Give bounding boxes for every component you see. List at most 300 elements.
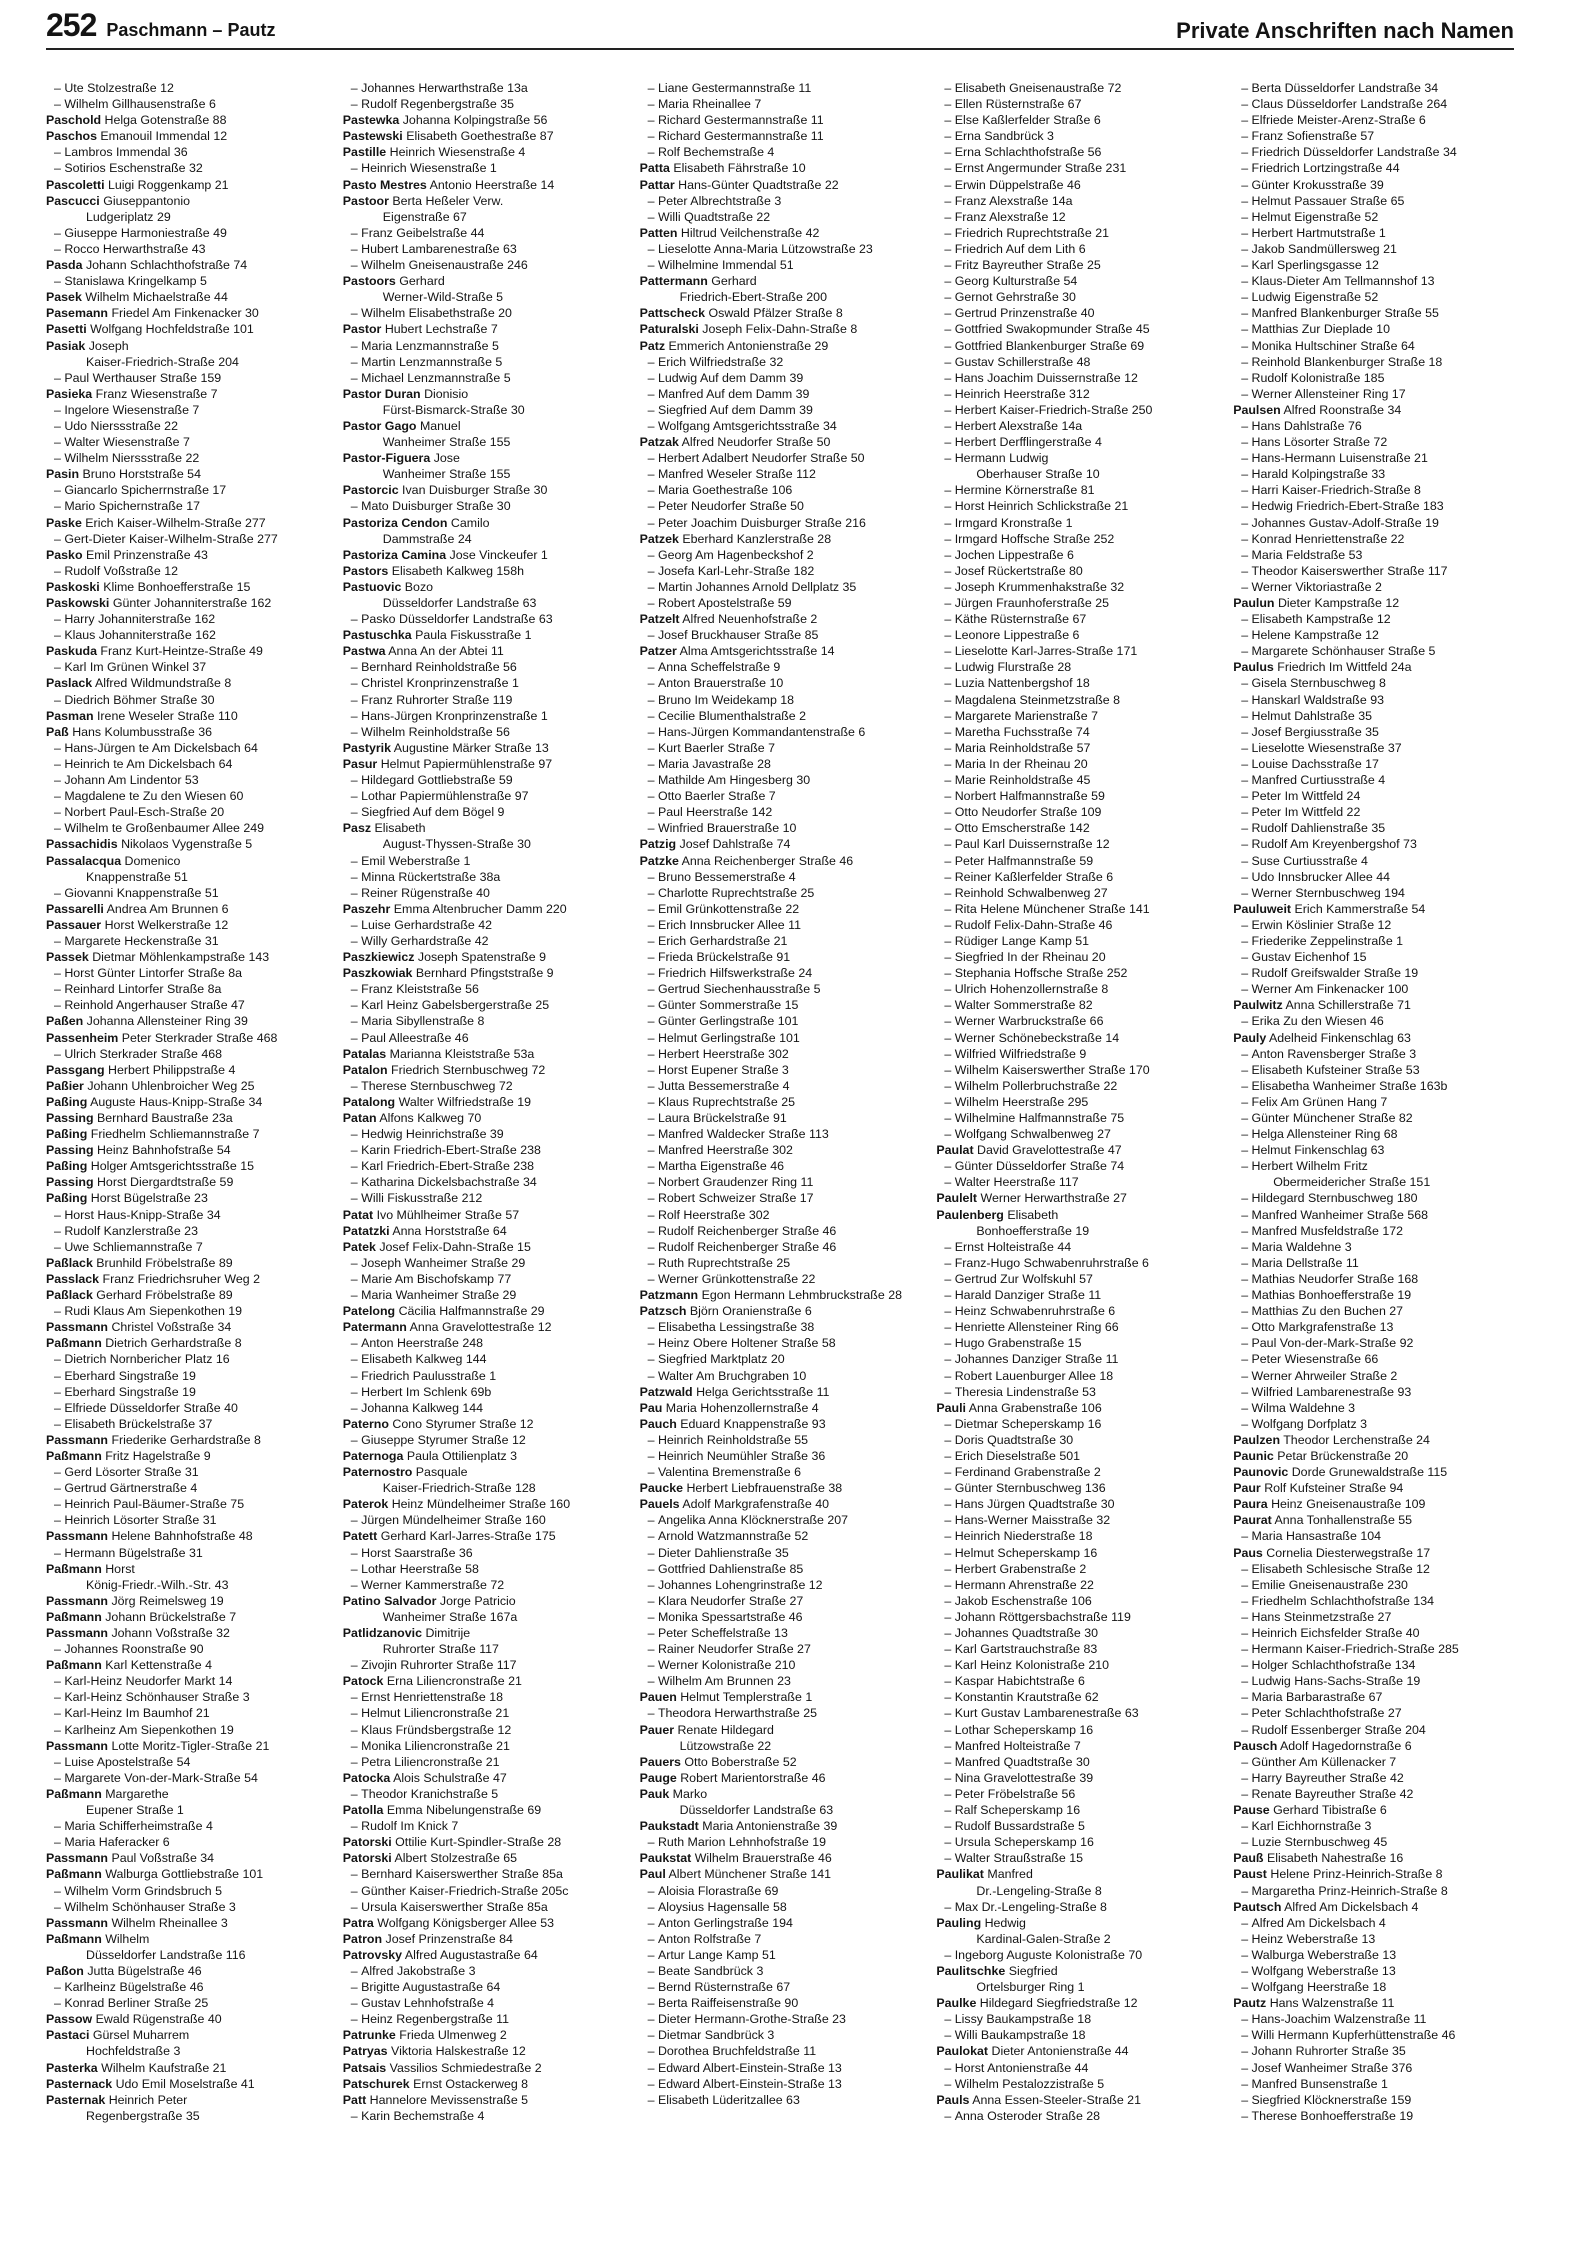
given-name-entry [640, 1528, 921, 1544]
entry-text: Ingeborg Auguste Kolonistraße 70 [954, 1947, 1143, 1962]
entry-text: Reinhard Lintorfer Straße 8a [64, 982, 222, 997]
entry-text: Rudolf Reichenberger Straße 46 [657, 1223, 837, 1238]
entry-text: Peter Halfmannstraße 59 [954, 853, 1094, 868]
entry-text: Dietrich Gerhardstraße 8 [105, 1336, 242, 1351]
entry-text: Karl Friedrich-Ebert-Straße 238 [361, 1159, 534, 1174]
given-name-entry [46, 997, 327, 1013]
entry-text: Ernst Holteistraße 44 [954, 1239, 1072, 1254]
given-name-entry [936, 965, 1217, 981]
given-name-entry [936, 772, 1217, 788]
entry-text: Franz Ruhrorter Straße 119 [361, 692, 513, 707]
page-number: 252 [46, 7, 97, 43]
entry-text: Paul Karl Duissernstraße 12 [954, 837, 1110, 852]
address-continuation [46, 1577, 327, 1593]
entry-text: Knappenstraße 51 [86, 869, 188, 884]
given-name-entry [640, 1545, 921, 1561]
surname-entry [46, 1271, 327, 1287]
surname: Paukstadt [639, 1819, 699, 1834]
given-name-entry [1233, 338, 1514, 354]
surname-entry [640, 305, 921, 321]
entry-text: Elisabeth Kufsteiner Straße 53 [1251, 1062, 1420, 1077]
entry-text: Reinhold Schwalbenweg 27 [954, 885, 1108, 900]
entry-text: Werner Sternbuschweg 194 [1251, 885, 1405, 900]
entry-text: Johannes Herwarthstraße 13a [361, 81, 528, 95]
entry-text: Wilhelm Reinholdstraße 56 [361, 724, 510, 739]
entry-text: Ursula Kaiserswerther Straße 85a [361, 1899, 548, 1914]
surname-entry [343, 273, 624, 289]
entry-text: Josef Wanheimer Straße 376 [1251, 2060, 1413, 2075]
given-name-entry [936, 515, 1217, 531]
entry-text: Maria Goethestraße 106 [657, 483, 793, 498]
entry-text: Helene Bahnhofstraße 48 [111, 1529, 253, 1544]
given-name-entry [46, 1239, 327, 1255]
surname: Pauen [639, 1690, 677, 1705]
surname: Patra [342, 1915, 374, 1930]
entry-text: Dietrich Nornbericher Platz 16 [64, 1352, 230, 1367]
given-name-entry [936, 627, 1217, 643]
given-name-entry [936, 997, 1217, 1013]
given-name-entry [640, 1963, 921, 1979]
entry-text: Maria Waldehne 3 [1251, 1239, 1352, 1254]
given-name-entry [936, 273, 1217, 289]
entry-text: Maria Hohenzollernstraße 4 [665, 1400, 819, 1415]
entry-text: Harald Kolpingstraße 33 [1251, 467, 1386, 482]
surname-entry [343, 1464, 624, 1480]
entry-text: Johannes Roonstraße 90 [64, 1642, 204, 1657]
entry-text: Manfred Weseler Straße 112 [657, 467, 816, 482]
entry-text: Erich Gerhardstraße 21 [657, 933, 788, 948]
directory-columns [46, 80, 1514, 2230]
given-name-entry [640, 1464, 921, 1480]
entry-text: Ernst Ostackerweg 8 [413, 2076, 529, 2091]
given-name-entry [1233, 1722, 1514, 1738]
given-name-entry [343, 1754, 624, 1770]
given-name-entry [640, 965, 921, 981]
surname: Pastewski [342, 129, 403, 144]
entry-text: Lothar Heerstraße 58 [361, 1561, 479, 1576]
surname-entry [343, 1223, 624, 1239]
surname-entry [1233, 1496, 1514, 1512]
entry-text: Herbert Wilhelm Fritz [1251, 1159, 1368, 1174]
entry-text: Hiltrud Veilchenstraße 42 [680, 225, 820, 240]
entry-text: Gertrud Gärtnerstraße 4 [64, 1481, 198, 1496]
entry-text: August-Thyssen-Straße 30 [382, 837, 531, 852]
given-name-entry [1233, 1190, 1514, 1206]
entry-text: Lotte Moritz-Tigler-Straße 21 [111, 1738, 270, 1753]
given-name-entry [1233, 1126, 1514, 1142]
entry-text: Frieda Ulmenweg 2 [399, 2028, 507, 2043]
entry-text: Herbert Adalbert Neudorfer Straße 50 [657, 451, 865, 466]
given-name-entry [46, 885, 327, 901]
entry-text: Düsseldorfer Landstraße 63 [679, 1803, 834, 1818]
entry-text: Rolf Kufsteiner Straße 94 [1264, 1481, 1404, 1496]
surname: Patta [639, 161, 670, 176]
given-name-entry [640, 547, 921, 563]
entry-text: Johanna Kalkweg 144 [361, 1400, 484, 1415]
entry-text: Werner Allensteiner Ring 17 [1251, 386, 1406, 401]
given-name-entry [46, 1673, 327, 1689]
entry-text: Rudi Klaus Am Siepenkothen 19 [64, 1304, 243, 1319]
surname-entry [46, 1013, 327, 1029]
surname: Patrovsky [342, 1947, 403, 1962]
given-name-entry [343, 1126, 624, 1142]
surname: Paßing [46, 1159, 88, 1174]
surname-entry [343, 112, 624, 128]
entry-text: Johann Ruhrorter Straße 35 [1251, 2044, 1406, 2059]
given-name-entry [640, 804, 921, 820]
entry-text: Wilhelm Heerstraße 295 [954, 1094, 1089, 1109]
entry-text: Elisabeth Goethestraße 87 [406, 129, 554, 144]
given-name-entry [1233, 853, 1514, 869]
surname: Pasiak [46, 338, 86, 353]
given-name-entry [640, 772, 921, 788]
entry-text: Anna Schillerstraße 71 [1285, 998, 1411, 1013]
entry-text: Viktoria Halskestraße 12 [391, 2044, 526, 2059]
entry-text: Eberhard Singstraße 19 [64, 1384, 196, 1399]
entry-text: Elisabeth Schlesische Straße 12 [1251, 1561, 1430, 1576]
entry-text: Manfred Heerstraße 302 [657, 1143, 793, 1158]
surname: Paus [1233, 1545, 1263, 1560]
given-name-entry [640, 997, 921, 1013]
given-name-entry [936, 853, 1217, 869]
surname-entry [46, 1915, 327, 1931]
entry-text: Jürgen Fraunhoferstraße 25 [954, 596, 1110, 610]
surname-entry [46, 112, 327, 128]
given-name-entry [1233, 289, 1514, 305]
entry-text: Siegfried Auf dem Bögel 9 [361, 805, 505, 820]
given-name-entry [936, 305, 1217, 321]
surname-entry [46, 2027, 327, 2043]
surname-entry [640, 1287, 921, 1303]
entry-text: Cecilie Blumenthalstraße 2 [657, 708, 807, 723]
entry-text: Stephania Hoffsche Straße 252 [954, 966, 1128, 981]
surname-entry [343, 1593, 624, 1609]
surname-entry [1233, 1866, 1514, 1882]
given-name-entry [936, 949, 1217, 965]
entry-text: Hildegard Sternbuschweg 180 [1251, 1191, 1418, 1206]
given-name-entry [936, 659, 1217, 675]
given-name-entry [936, 1271, 1217, 1287]
entry-text: Heinrich Neumühler Straße 36 [657, 1448, 826, 1463]
entry-text: Düsseldorfer Landstraße 116 [86, 1947, 246, 1962]
surname: Paulwitz [1233, 998, 1283, 1013]
entry-text: Diedrich Böhmer Straße 30 [64, 692, 215, 707]
entry-text: Peter Wiesenstraße 66 [1251, 1352, 1379, 1367]
given-name-entry [936, 1013, 1217, 1029]
surname: Patzig [639, 837, 677, 852]
entry-text: Maria Javastraße 28 [657, 756, 771, 771]
entry-text: Herbert Im Schlenk 69b [361, 1384, 492, 1399]
given-name-entry [936, 1754, 1217, 1770]
entry-text: Werner Kolonistraße 210 [657, 1658, 796, 1673]
entry-text: Peter Im Wittfeld 24 [1251, 789, 1361, 804]
given-name-entry [1233, 949, 1514, 965]
surname: Patzmann [639, 1288, 699, 1303]
entry-text: Luise Gerhardstraße 42 [361, 917, 492, 932]
address-continuation [46, 209, 327, 225]
entry-text: Maria Hansastraße 104 [1251, 1529, 1382, 1544]
given-name-entry [936, 1030, 1217, 1046]
surname: Passmann [46, 1738, 108, 1753]
address-continuation [343, 466, 624, 482]
surname: Pastor-Figuera [342, 451, 431, 466]
surname: Pastor Duran [342, 386, 421, 401]
given-name-entry [343, 1963, 624, 1979]
given-name-entry [936, 611, 1217, 627]
given-name-entry [46, 1705, 327, 1721]
entry-text: Karl-Heinz Im Baumhof 21 [64, 1706, 210, 1721]
given-name-entry [1233, 1384, 1514, 1400]
entry-text: Eberhard Kanzlerstraße 28 [682, 531, 832, 546]
given-name-entry [343, 1142, 624, 1158]
surname: Paulitschke [936, 1963, 1006, 1978]
entry-text: Rudolf Bussardstraße 5 [954, 1819, 1085, 1834]
entry-text: Johann Uhlenbroicher Weg 25 [87, 1078, 255, 1093]
given-name-entry [343, 96, 624, 112]
entry-text: Franz-Hugo Schwabenruhrstraße 6 [954, 1255, 1149, 1270]
given-name-entry [343, 1335, 624, 1351]
surname: Passalacqua [46, 853, 122, 868]
surname-entry [1233, 997, 1514, 1013]
entry-text: Paul Voßstraße 34 [111, 1851, 215, 1866]
surname: Paterno [342, 1416, 389, 1431]
surname-entry [1233, 1480, 1514, 1496]
entry-text: Rudolf Reichenberger Straße 46 [657, 1239, 837, 1254]
given-name-entry [46, 804, 327, 820]
entry-text: Fritz Bayreuther Straße 25 [954, 258, 1101, 273]
surname-entry [343, 1207, 624, 1223]
given-name-entry [640, 1319, 921, 1335]
entry-text: Hermann Ludwig [954, 451, 1049, 466]
surname-entry [343, 756, 624, 772]
surname-entry [936, 1866, 1217, 1882]
entry-text: Antonio Heerstraße 14 [429, 177, 555, 192]
entry-text: Joseph Felix-Dahn-Straße 8 [702, 322, 858, 337]
address-continuation [640, 1802, 921, 1818]
surname: Paßmann [46, 1658, 102, 1673]
given-name-entry [46, 1384, 327, 1400]
entry-text: Werner-Wild-Straße 5 [382, 290, 504, 305]
entry-text: Konrad Berliner Straße 25 [64, 1996, 209, 2011]
entry-text: Klaus Fründsbergstraße 12 [361, 1722, 512, 1737]
surname: Patryas [342, 2044, 388, 2059]
entry-text: Alfons Kalkweg 70 [379, 1111, 482, 1125]
given-name-entry [936, 1174, 1217, 1190]
entry-text: Wilhelmine Immendal 51 [657, 258, 794, 273]
given-name-entry [936, 498, 1217, 514]
given-name-entry [343, 885, 624, 901]
given-name-entry [1233, 1963, 1514, 1979]
entry-text: Peter Joachim Duisburger Straße 216 [657, 515, 866, 530]
entry-text: Jörg Reimelsweg 19 [111, 1593, 224, 1608]
entry-text: Mathias Bonhoefferstraße 19 [1251, 1288, 1412, 1303]
entry-text: Anna Horststraße 64 [392, 1223, 507, 1238]
entry-text: Elisabeth [1007, 1207, 1059, 1222]
given-name-entry [1233, 482, 1514, 498]
entry-text: Frieda Brückelstraße 91 [657, 950, 791, 965]
given-name-entry [640, 579, 921, 595]
given-name-entry [1233, 1223, 1514, 1239]
given-name-entry [936, 2027, 1217, 2043]
given-name-entry [1233, 515, 1514, 531]
entry-text: Dietmar Scheperskamp 16 [954, 1416, 1102, 1431]
surname: Pauling [936, 1915, 982, 1930]
surname: Pastoriza Camina [342, 547, 447, 562]
given-name-entry [1233, 1705, 1514, 1721]
given-name-entry [640, 1657, 921, 1673]
entry-text: Franz Kurt-Heintze-Straße 49 [100, 644, 263, 659]
given-name-entry [46, 1770, 327, 1786]
given-name-entry [640, 724, 921, 740]
entry-text: Elfriede Meister-Arenz-Straße 6 [1251, 113, 1426, 128]
entry-text: Berta Düsseldorfer Landstraße 34 [1251, 81, 1439, 95]
entry-text: Angelika Anna Klöcknerstraße 207 [657, 1513, 849, 1528]
given-name-entry [343, 225, 624, 241]
entry-text: Georg Am Hagenbeckshof 2 [657, 547, 814, 562]
given-name-entry [343, 788, 624, 804]
entry-text: Karl Sperlingsgasse 12 [1251, 258, 1379, 273]
surname: Pauluweit [1233, 901, 1292, 916]
entry-text: Rudolf Dahlienstraße 35 [1251, 821, 1386, 836]
surname: Patett [342, 1529, 378, 1544]
surname: Paurat [1233, 1513, 1272, 1528]
given-name-entry [1233, 1979, 1514, 1995]
entry-text: Heinrich Wiesenstraße 4 [389, 145, 526, 160]
entry-text: Petra Liliencronstraße 21 [361, 1754, 500, 1769]
entry-text: Ludwig Auf dem Damm 39 [657, 370, 804, 385]
entry-text: Hans-Joachim Walzenstraße 11 [1251, 2012, 1427, 2027]
given-name-entry [1233, 1271, 1514, 1287]
given-name-entry [343, 1995, 624, 2011]
given-name-entry [640, 901, 921, 917]
surname-entry [640, 1416, 921, 1432]
given-name-entry [936, 1255, 1217, 1271]
entry-text: Udo Nierssstraße 22 [64, 418, 178, 433]
entry-text: Pasko Düsseldorfer Landstraße 63 [361, 612, 553, 627]
entry-text: Günther Kaiser-Friedrich-Straße 205c [361, 1883, 569, 1898]
given-name-entry [343, 1722, 624, 1738]
surname-entry [936, 2043, 1217, 2059]
entry-text: Friedrich Paulusstraße 1 [361, 1368, 497, 1383]
entry-text: Gernot Gehrstraße 30 [954, 290, 1076, 305]
entry-text: Marianna Kleiststraße 53a [389, 1046, 535, 1061]
entry-text: Helmut Eigenstraße 52 [1251, 209, 1379, 224]
surname: Pascoletti [46, 177, 105, 192]
entry-text: Herbert Liebfrauenstraße 38 [686, 1481, 843, 1496]
surname: Pastaci [46, 2028, 90, 2043]
entry-text: Renate Bayreuther Straße 42 [1251, 1786, 1414, 1801]
entry-text: Karlheinz Bügelstraße 46 [64, 1980, 204, 1995]
entry-text: Rita Helene Münchener Straße 141 [954, 901, 1150, 916]
entry-text: Siegfried [1008, 1963, 1058, 1978]
entry-text: Maria Haferacker 6 [64, 1835, 170, 1850]
entry-text: Heinz Regenbergstraße 11 [361, 2012, 509, 2027]
entry-text: Bozo [404, 579, 434, 594]
surname-entry [1233, 595, 1514, 611]
address-continuation [46, 1802, 327, 1818]
entry-text: Horst Welkerstraße 12 [104, 917, 229, 932]
given-name-entry [640, 80, 921, 96]
surname: Paulus [1233, 660, 1274, 675]
page-title: Private Anschriften nach Namen [1176, 18, 1514, 43]
entry-text: Maria Sibyllenstraße 8 [361, 1014, 485, 1029]
given-name-entry [936, 869, 1217, 885]
surname-entry [343, 2027, 624, 2043]
surname-entry [46, 1657, 327, 1673]
given-name-entry [936, 1528, 1217, 1544]
entry-text: Minna Rückertstraße 38a [361, 869, 501, 884]
given-name-entry [640, 1271, 921, 1287]
surname-entry [640, 1850, 921, 1866]
entry-text: Marie Reinholdstraße 45 [954, 773, 1091, 788]
entry-text: Horst Diergardtstraße 59 [96, 1175, 234, 1190]
entry-text: Anton Brauerstraße 10 [657, 676, 784, 691]
entry-text: Herbert Kaiser-Friedrich-Straße 250 [954, 402, 1153, 417]
surname-entry [46, 1126, 327, 1142]
given-name-entry [936, 1705, 1217, 1721]
entry-text: Wilhelm Schönhauser Straße 3 [64, 1899, 236, 1914]
given-name-entry [1233, 193, 1514, 209]
given-name-entry [640, 1239, 921, 1255]
entry-text: Josef Rückertstraße 80 [954, 563, 1083, 578]
entry-text: Hans Steinmetzstraße 27 [1251, 1609, 1392, 1624]
surname-entry [640, 160, 921, 176]
given-name-entry [640, 1142, 921, 1158]
entry-text: Nikolaos Vygenstraße 5 [121, 837, 253, 852]
surname-entry [640, 1400, 921, 1416]
entry-text: Edward Albert-Einstein-Straße 13 [657, 2076, 842, 2091]
entry-text: Heinrich Paul-Bäumer-Straße 75 [64, 1497, 245, 1512]
page-header [46, 6, 1514, 50]
surname: Pasetti [46, 322, 87, 337]
entry-text: Wanheimer Straße 155 [382, 435, 511, 450]
given-name-entry [1233, 981, 1514, 997]
given-name-entry [936, 724, 1217, 740]
surname: Pastor [342, 322, 382, 337]
entry-text: Eigenstraße 67 [382, 209, 467, 224]
surname-entry [46, 1593, 327, 1609]
entry-text: Günter Krokusstraße 39 [1251, 177, 1384, 192]
given-name-entry [936, 112, 1217, 128]
surname-entry [46, 1609, 327, 1625]
given-name-entry [343, 257, 624, 273]
given-name-entry [1233, 498, 1514, 514]
surname: Pastors [342, 563, 389, 578]
given-name-entry [1233, 1931, 1514, 1947]
entry-text: Klara Neudorfer Straße 27 [657, 1593, 804, 1608]
surname: Pasin [46, 467, 80, 482]
entry-text: Margarethe [105, 1786, 169, 1801]
given-name-entry [936, 1947, 1217, 1963]
entry-text: Anna Osteroder Straße 28 [954, 2108, 1101, 2123]
surname-entry [46, 901, 327, 917]
given-name-entry [640, 515, 921, 531]
given-name-entry [936, 1625, 1217, 1641]
entry-text: Günter Johanniterstraße 162 [112, 596, 272, 610]
entry-text: Alfred Neuenhofstraße 2 [682, 612, 818, 627]
entry-text: Werner Schönebeckstraße 14 [954, 1030, 1120, 1045]
entry-text: Horst Antonienstraße 44 [954, 2060, 1089, 2075]
entry-text: Karl Heinz Kolonistraße 210 [954, 1658, 1110, 1673]
given-name-entry [46, 1512, 327, 1528]
surname-entry [46, 257, 327, 273]
surname: Patzke [639, 853, 679, 868]
surname: Passmann [46, 1851, 108, 1866]
entry-text: Dieter Hermann-Grothe-Straße 23 [657, 2012, 846, 2027]
entry-text: Jutta Bessemerstraße 4 [657, 1078, 790, 1093]
given-name-entry [1233, 2027, 1514, 2043]
entry-text: Margarete Heckenstraße 31 [64, 933, 219, 948]
